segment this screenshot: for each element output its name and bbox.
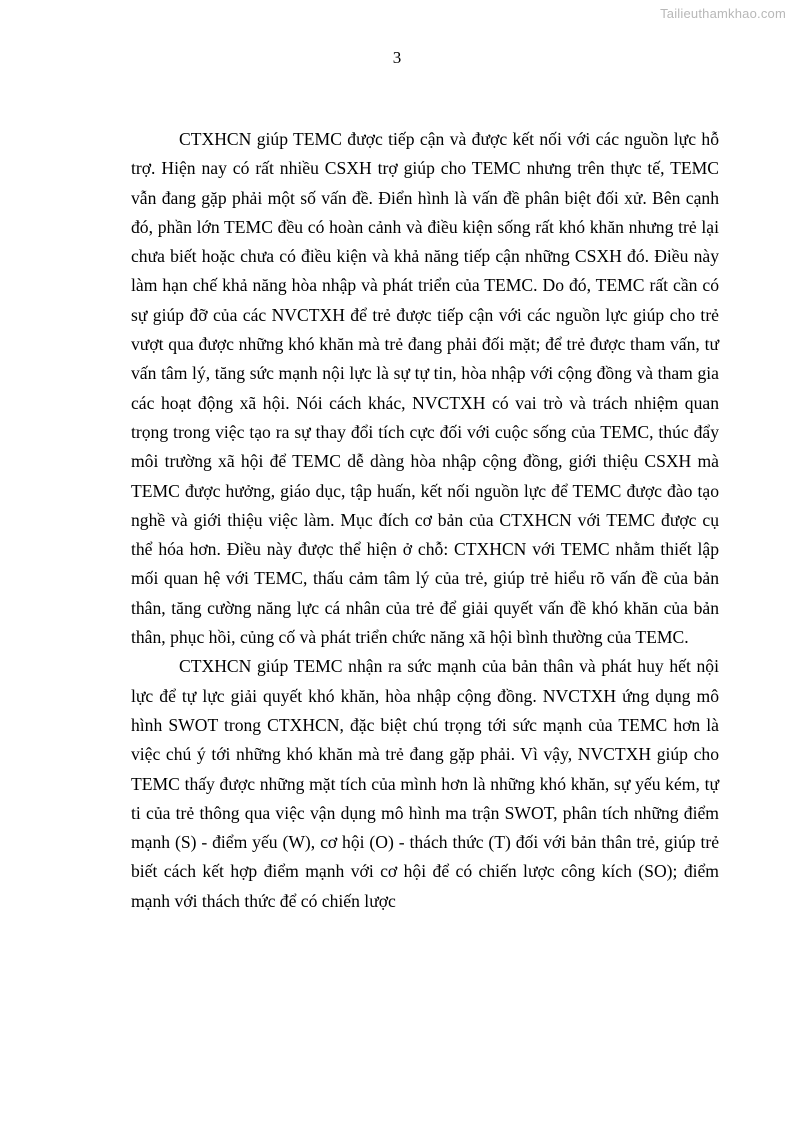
page-number: 3 xyxy=(392,48,402,67)
paragraph-1: CTXHCN giúp TEMC được tiếp cận và được kết nối với các nguồn lực hỗ trợ. Hiện nay có rất nhiều CSXH trợ giúp cho TEMC nhưng trên thực tế, TEMC vẫn đang gặp phải một số vấn đề. Điển hình là vấn đề phân biệt đối xử. Bên cạnh đó, phần lớn TEMC đều có hoàn cảnh và điều kiện sống rất khó khăn nhưng trẻ lại chưa biết hoặc chưa có điều kiện và khả năng tiếp cận những CSXH đó. Điều này làm hạn chế khả năng hòa nhập và phát triển của TEMC. Do đó, TEMC rất cần có sự giúp đỡ của các NVCTXH để trẻ được tiếp cận với các nguồn lực giúp cho trẻ vượt qua được những khó khăn mà trẻ đang phải đối mặt; để trẻ được tham vấn, tư vấn tâm lý, tăng sức mạnh nội lực là sự tự tin, hòa nhập với cộng đồng và tham gia các hoạt động xã hội. Nói cách khác, NVCTXH có vai trò và trách nhiệm quan trọng trong việc tạo ra sự thay đổi tích cực đối với cuộc sống của TEMC, thúc đẩy môi trường xã hội để TEMC dễ dàng hòa nhập cộng đồng, giới thiệu CSXH mà TEMC được hưởng, giáo dục, tập huấn, kết nối nguồn lực để TEMC được đào tạo nghề và giới thiệu việc làm. Mục đích cơ bản của CTXHCN với TEMC được cụ thể hóa hơn. Điều này được thể hiện ở chỗ: CTXHCN với TEMC nhằm thiết lập mối quan hệ với TEMC, thấu cảm tâm lý của trẻ, giúp trẻ hiểu rõ vấn đề của bản thân, tăng cường năng lực cá nhân của trẻ để giải quyết vấn đề khó khăn của bản thân, phục hồi, củng cố và phát triển chức năng xã hội bình thường của TEMC. xyxy=(131,129,719,648)
document-body xyxy=(131,125,719,916)
watermark-text: Tailieuthamkhao.com xyxy=(660,6,786,21)
paragraph-2: CTXHCN giúp TEMC nhận ra sức mạnh của bản thân và phát huy hết nội lực để tự lực giải quyết khó khăn, hòa nhập cộng đồng. NVCTXH ứng dụng mô hình SWOT trong CTXHCN, đặc biệt chú trọng tới sức mạnh của TEMC hơn là việc chú ý tới những khó khăn mà trẻ đang gặp phải. Vì vậy, NVCTXH giúp cho TEMC thấy được những mặt tích của mình hơn là những khó khăn, sự yếu kém, tự ti của trẻ thông qua việc vận dụng mô hình ma trận SWOT, phân tích những điểm mạnh (S) - điểm yếu (W), cơ hội (O) - thách thức (T) đối với bản thân trẻ, giúp trẻ biết cách kết hợp điểm mạnh với cơ hội để có chiến lược công kích (SO); điểm mạnh với thách thức để có chiến lược xyxy=(131,656,719,911)
